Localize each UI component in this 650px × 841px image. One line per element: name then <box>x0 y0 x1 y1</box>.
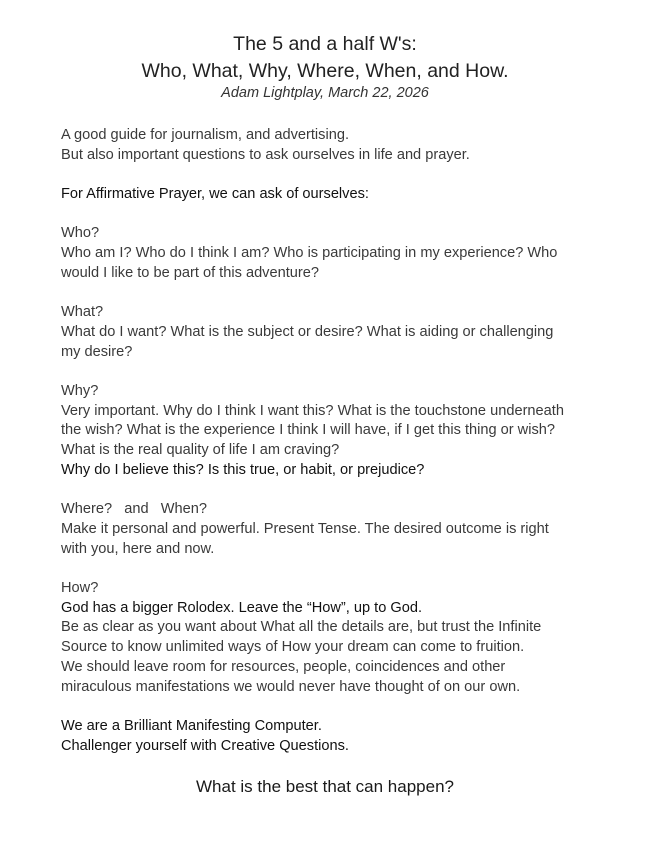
closing-question: What is the best that can happen? <box>195 777 454 796</box>
why-line-2: the wish? What is the experience I think I will have, if I get this thing or wish? <box>61 422 555 439</box>
where-when-line-1: Make it personal and powerful. Present Tense. The desired outcome is right <box>61 520 549 537</box>
spacer <box>61 697 601 717</box>
why-heading: Why? <box>61 383 99 400</box>
document-title-line-2: Who, What, Why, Where, When, and How. <box>141 60 509 82</box>
intro-line-2: But also important questions to ask ourselves in life and prayer. <box>61 146 470 163</box>
outro-line-1: We are a Brilliant Manifesting Computer. <box>61 717 322 734</box>
document-title-line-1: The 5 and a half W's: <box>233 33 417 55</box>
who-line-2: would I like to be part of this adventure? <box>61 264 319 281</box>
what-line-2: my desire? <box>61 343 133 360</box>
document-body <box>61 126 601 756</box>
who-line-1: Who am I? Who do I think I am? Who is participating in my experience? Who <box>61 245 558 262</box>
what-heading: What? <box>61 304 104 321</box>
how-heading: How? <box>61 580 99 597</box>
spacer <box>61 165 601 185</box>
why-line-3: What is the real quality of life I am craving? <box>61 442 340 459</box>
how-line-1: God has a bigger Rolodex. Leave the “How”, up to God. <box>61 599 423 616</box>
where-when-line-2: with you, here and now. <box>61 540 215 557</box>
spacer <box>61 362 601 382</box>
why-line-1: Very important. Why do I think I want this? What is the touchstone underneath <box>61 402 564 419</box>
outro-line-2: Challenger yourself with Creative Questions. <box>61 737 349 754</box>
spacer <box>61 205 601 225</box>
intro-line-1: A good guide for journalism, and advertising. <box>61 127 349 143</box>
where-when-heading: Where? and When? <box>61 501 208 518</box>
spacer <box>61 481 601 501</box>
how-line-5: miraculous manifestations we would never have thought of on our own. <box>61 678 521 695</box>
who-heading: Who? <box>61 225 100 242</box>
spacer <box>61 284 601 304</box>
how-line-3: Source to know unlimited ways of How your dream can come to fruition. <box>61 639 525 656</box>
spacer <box>61 559 601 579</box>
why-line-4: Why do I believe this? Is this true, or habit, or prejudice? <box>61 461 425 478</box>
author-date-byline: Adam Lightplay, March 22, 2026 <box>221 85 429 101</box>
what-line-1: What do I want? What is the subject or desire? What is aiding or challenging <box>61 323 554 340</box>
how-line-2: Be as clear as you want about What all the details are, but trust the Infinite <box>61 619 542 636</box>
how-line-4: We should leave room for resources, people, coincidences and other <box>61 658 506 675</box>
affirmative-prayer-line: For Affirmative Prayer, we can ask of ourselves: <box>61 186 369 203</box>
